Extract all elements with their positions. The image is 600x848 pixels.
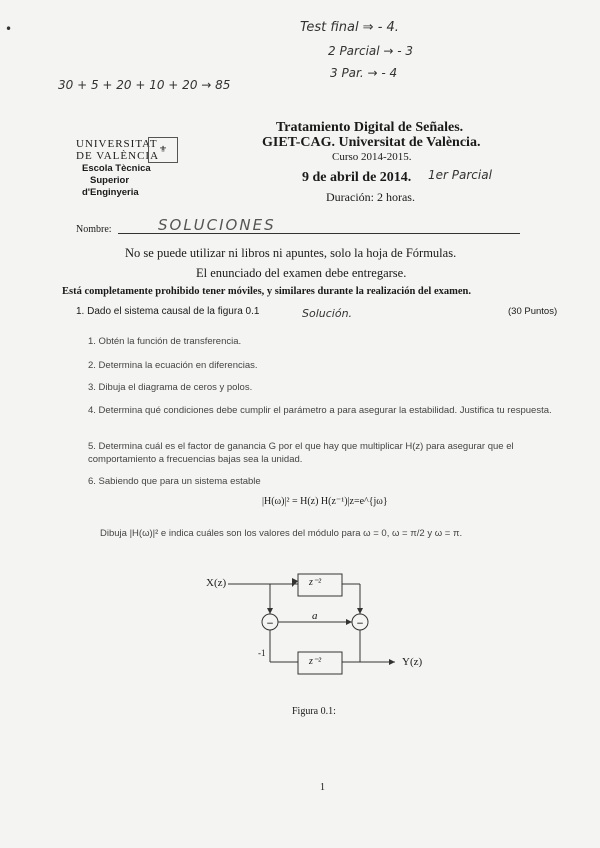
output-label: Y(z) <box>402 656 423 668</box>
gain-neg-label: -1 <box>258 648 266 658</box>
arrow-right-node <box>357 608 363 614</box>
handwritten-note-test-final: Test final ⇒ - 4. <box>300 20 399 35</box>
exam-subtitle: GIET-CAG. Universitat de València. <box>262 135 481 150</box>
minus-sign-left: − <box>266 619 274 629</box>
item-4: 4. Determina qué condiciones debe cumplir el parámetro a para asegurar la estabilidad. Justifica tu respuesta. <box>88 405 552 416</box>
margin-dot: • <box>5 22 13 36</box>
university-logo <box>76 138 159 162</box>
item-3: 3. Dibuja el diagrama de ceros y polos. <box>88 382 253 393</box>
arrow-gain <box>346 619 352 625</box>
school-line-3: d'Enginyeria <box>82 187 139 198</box>
input-label: X(z) <box>206 577 227 589</box>
draw-instruction: Dibuja |H(ω)|² e indica cuáles son los valores del módulo para ω = 0, ω = π/2 y ω = π. <box>100 528 463 539</box>
formula: |H(ω)|² = H(z) H(z⁻¹)|z=e^{jω} <box>262 496 388 507</box>
question-points: (30 Puntos) <box>508 306 558 317</box>
item-5: 5. Determina cuál es el factor de ganancia G por el que hay que multiplicar H(z) para asegurar que el comportamiento a frecuencias bajas sea la unidad. <box>88 441 514 465</box>
instruction-1: No se puede utilizar ni libros ni apuntes, solo la hoja de Fórmulas. <box>125 246 457 260</box>
arrow-output <box>389 659 395 665</box>
exam-duration: Duración: 2 horas. <box>326 190 415 204</box>
item-6: 6. Sabiendo que para un sistema estable <box>88 476 261 487</box>
handwritten-score-sum: 30 + 5 + 20 + 10 + 20 → 85 <box>58 78 231 92</box>
question-intro: 1. Dado el sistema causal de la figura 0.1 <box>76 306 260 317</box>
points-value: 30 Puntos) <box>511 306 558 317</box>
university-seal-icon: ⚜ <box>148 137 178 163</box>
handwritten-parcial: 1er Parcial <box>428 168 492 182</box>
figure-caption: Figura 0.1: <box>292 706 336 717</box>
handwritten-name: SOLUCIONES <box>158 216 276 234</box>
logo-line-2: DE VALÈNCIA <box>76 150 160 162</box>
school-line-1: Escola Tècnica <box>82 163 151 174</box>
page-number: 1 <box>320 782 325 793</box>
exam-title: Tratamiento Digital de Señales. <box>276 120 464 135</box>
minus-sign-right: − <box>356 619 364 629</box>
delay-top-label: z⁻² <box>309 577 322 588</box>
handwritten-solucion: Solución. <box>302 307 353 320</box>
school-name <box>82 163 151 199</box>
instruction-2: El enunciado del examen debe entregarse. <box>196 266 407 280</box>
gain-a-label: a <box>312 610 318 622</box>
item-2: 2. Determina la ecuación en diferencias. <box>88 360 258 371</box>
item-1: 1. Obtén la función de transferencia. <box>88 336 242 347</box>
arrow-left-node <box>267 608 273 614</box>
school-line-2: Superior <box>90 175 130 186</box>
delay-bottom-label: z⁻² <box>309 656 322 667</box>
name-label: Nombre: <box>76 224 112 235</box>
handwritten-note-parcial-3: 3 Par. → - 4 <box>330 66 398 80</box>
instruction-warning: Está completamente prohibido tener móviles, y similares durante la realización del examen. <box>62 286 471 297</box>
logo-line-1: UNIVERSITAT <box>76 138 158 150</box>
course-year: Curso 2014-2015. <box>332 151 412 163</box>
handwritten-note-parcial-2: 2 Parcial → - 3 <box>328 44 414 58</box>
arrow-top-delay <box>292 578 298 587</box>
exam-date: 9 de abril de 2014. <box>302 170 412 185</box>
